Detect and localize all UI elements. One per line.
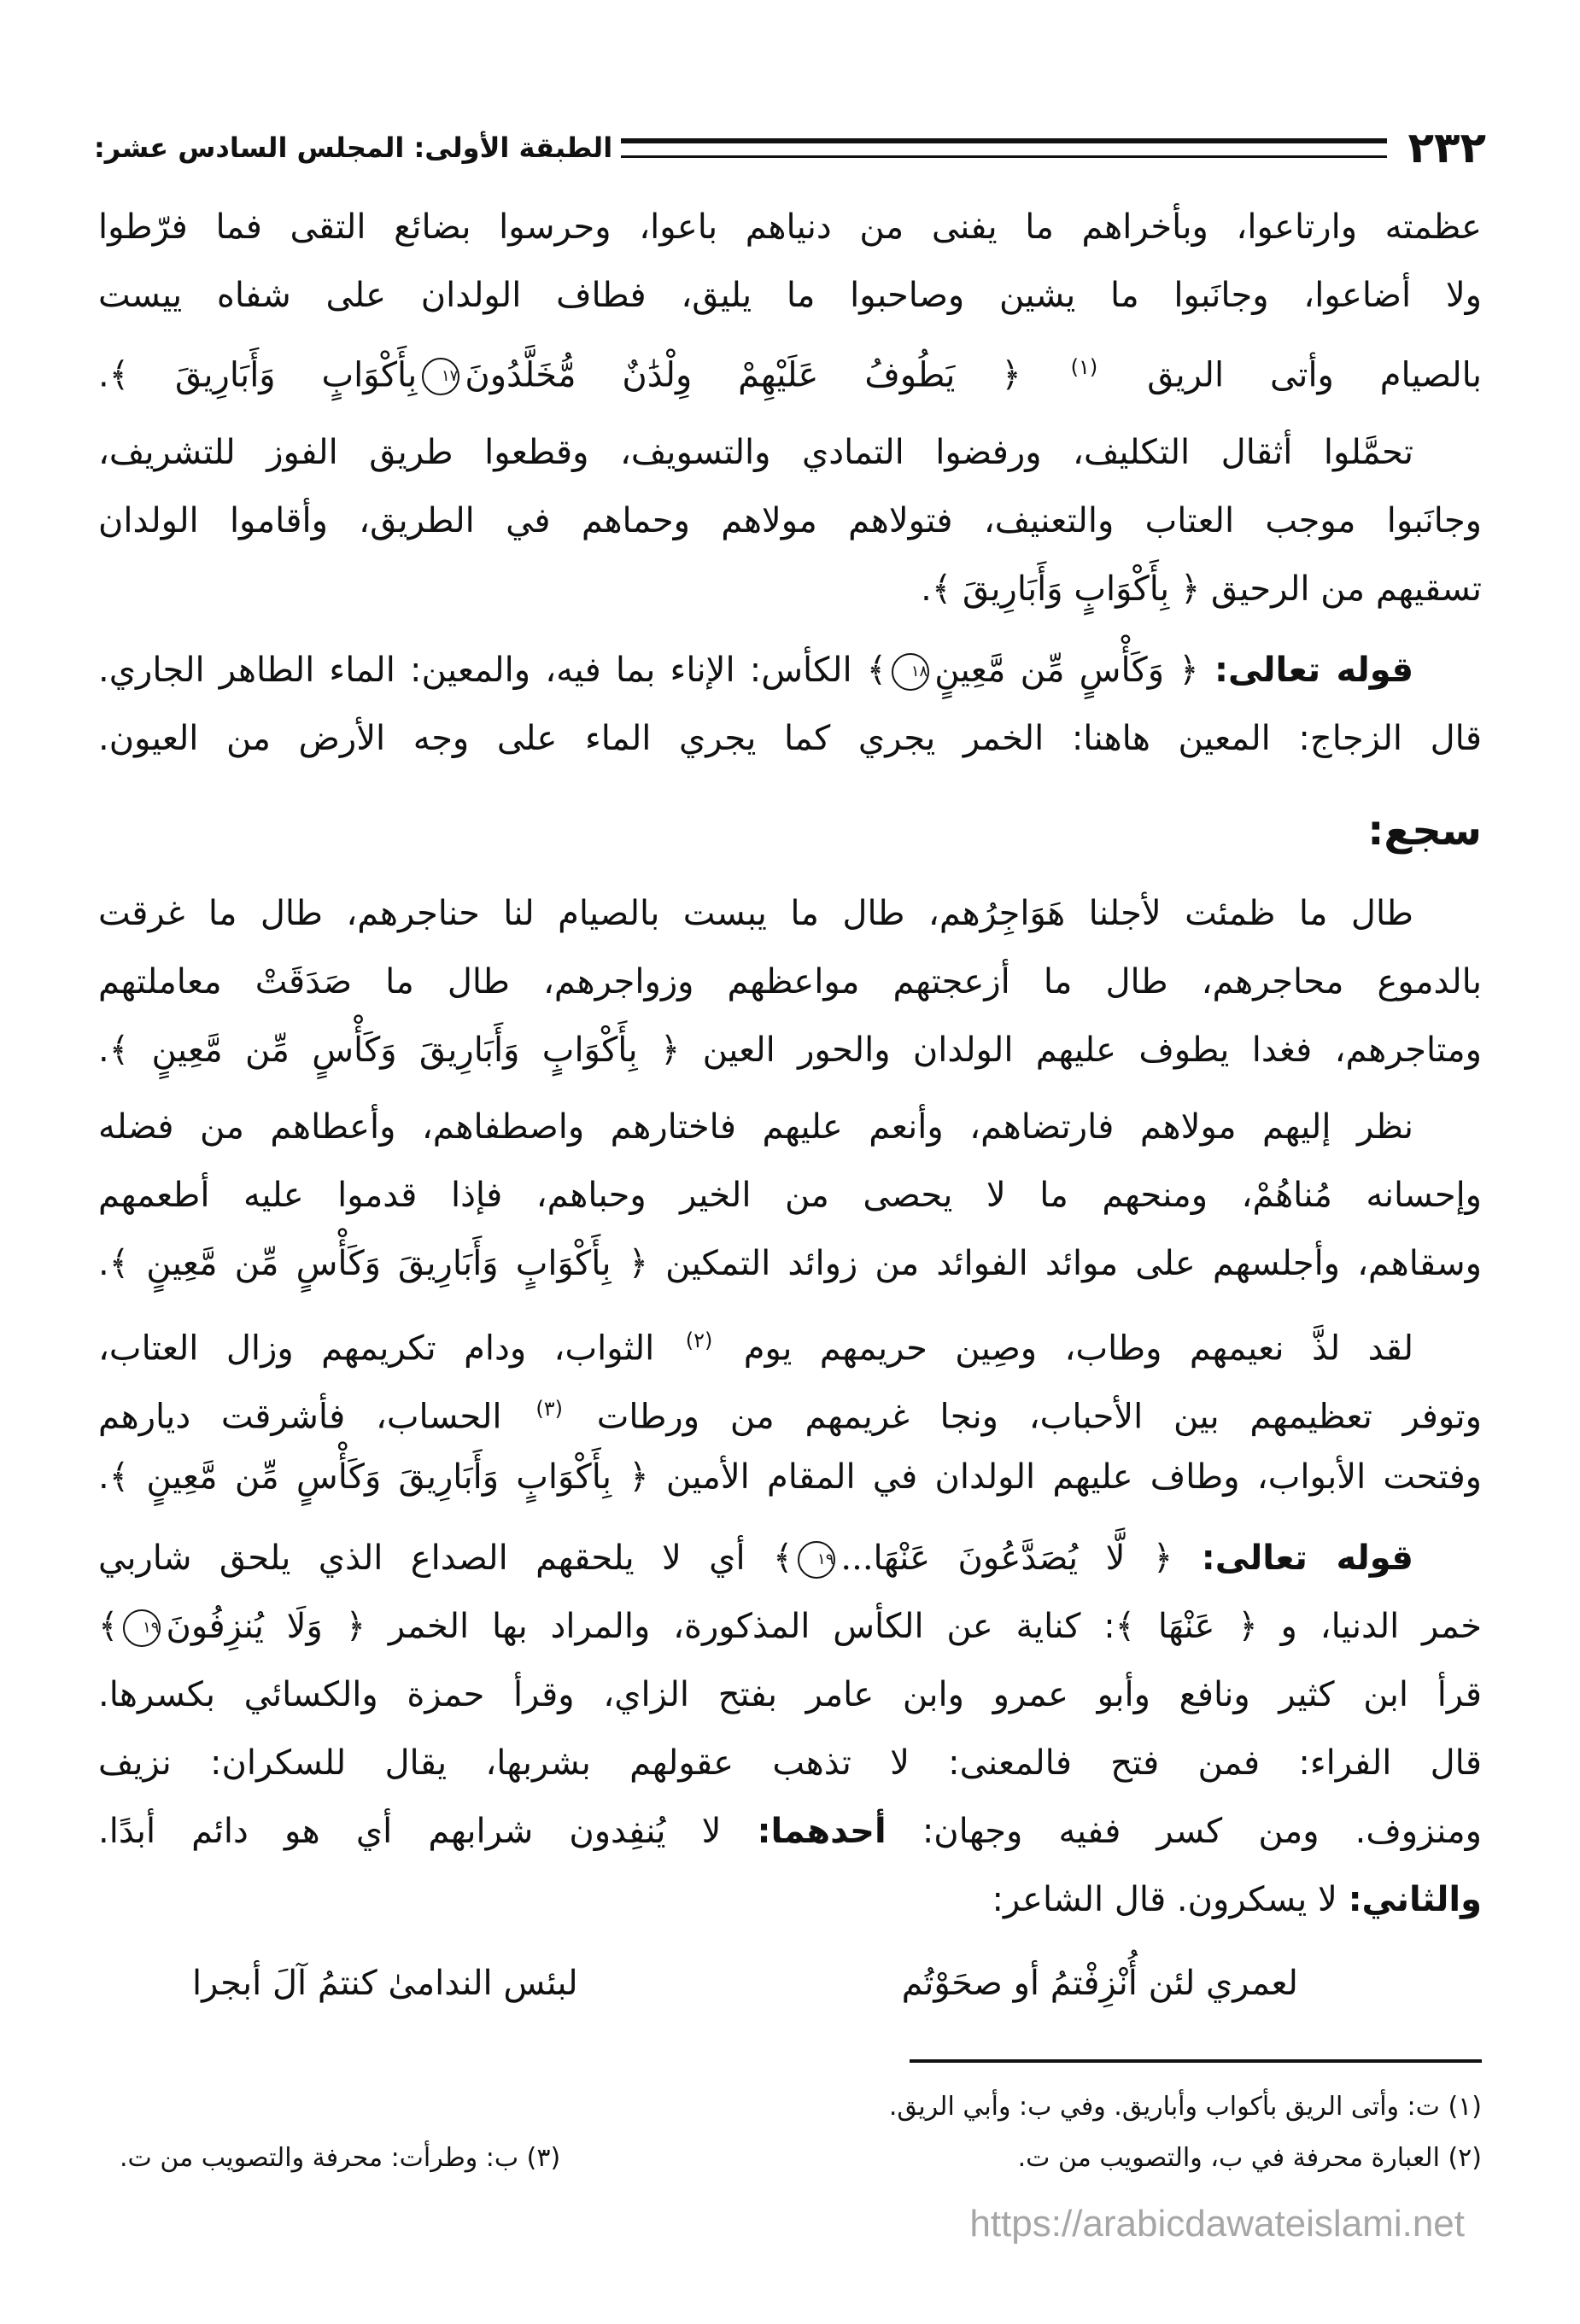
bold-label: قوله تعالى: xyxy=(1198,651,1414,690)
quran-quote: ﴿ بِأَكْوَابٍ وَأَبَارِيقَ وَكَأْسٍ مِّن مَّعِينٍ ﴾ xyxy=(108,1031,681,1070)
footnote-separator xyxy=(910,2059,1482,2063)
poem-second-hemistich: لبئس الندامىٰ كنتمُ آلَ أبجرا xyxy=(192,1964,578,2003)
footnote-ref: (١) xyxy=(1070,355,1098,379)
text-line xyxy=(98,1601,1482,1652)
text-line xyxy=(98,495,1482,546)
text-run: الكأس: الإناء بما فيه، والمعين: الماء الطاهر الجاري. xyxy=(98,651,867,690)
text-line xyxy=(98,1315,1414,1369)
verse-number-marker: ١٩ xyxy=(123,1609,161,1647)
quran-quote: ﴿ بِأَكْوَابٍ وَأَبَارِيقَ وَكَأْسٍ مِّن مَّعِينٍ ﴾ xyxy=(108,1457,649,1497)
quran-quote: ﴿ بِأَكْوَابٍ وَأَبَارِيقَ وَكَأْسٍ مِّن مَّعِينٍ ﴾ xyxy=(108,1244,649,1283)
quran-quote: ﴿ يَطُوفُ عَلَيْهِمْ وِلْدَٰنٌ مُّخَلَّدُونَ xyxy=(465,355,1068,395)
quran-quote: ﴿ بِأَكْوَابٍ وَأَبَارِيقَ ﴾ xyxy=(931,569,1201,609)
text-run: تحمَّلوا أثقال التكليف، ورفضوا التمادي والتسويف، وقطعوا طريق الفوز للتشريف، xyxy=(98,433,1413,472)
text-line xyxy=(98,342,1482,393)
text-line xyxy=(98,645,1413,696)
text-run: وإحسانه مُناهُمْ، ومنحهم ما لا يحصى من الخير وحباهم، فإذا قدموا عليه أطعمهم xyxy=(98,1176,1482,1215)
section-heading: سجع: xyxy=(1367,807,1482,855)
verse-number-marker: ١٨ xyxy=(892,653,929,691)
text-run: قال الزجاج: المعين هاهنا: الخمر يجري كما يجري الماء على وجه الأرض من العيون. xyxy=(98,719,1482,758)
text-run: قرأ ابن كثير ونافع وأبو عمرو وابن عامر بفتح الزاي، وقرأ حمزة والكسائي بكسرها. xyxy=(98,1675,1482,1714)
text-run: . xyxy=(98,1457,109,1497)
text-run: ومتاجرهم، فغدا يطوف عليهم الولدان والحور العين xyxy=(680,1031,1482,1070)
text-run: لقد لذَّ نعيمهم وطاب، وصِين حريمهم يوم xyxy=(716,1328,1414,1369)
footnote-ref: (٣) xyxy=(535,1397,563,1421)
page-number: ٢٣٢ xyxy=(1407,123,1486,172)
text-run: وتوفر تعظيمهم بين الأحباب، ونجا غريمهم من ورطات xyxy=(565,1397,1482,1437)
text-line xyxy=(98,956,1482,1007)
text-run: بالدموع محاجرهم، طال ما أزعجتهم مواعظهم وزواجرهم، طال ما صَدَقَتْ معاملتهم xyxy=(98,962,1482,1001)
text-run: تسقيهم من الرحيق xyxy=(1200,569,1482,609)
footnote-3: (٣) ب: وطرأت: محرفة والتصويب من ت. xyxy=(120,2143,561,2173)
text-line xyxy=(98,713,1482,764)
text-run: خمر الدنيا، و xyxy=(1257,1607,1482,1646)
text-line xyxy=(98,563,1482,615)
watermark-url: https://arabicdawateislami.net xyxy=(969,2203,1465,2245)
quran-quote: ﴿ وَلَا يُنزِفُونَ xyxy=(166,1607,366,1646)
text-line xyxy=(98,270,1482,321)
text-run: . xyxy=(98,355,109,395)
quran-quote: ﴾ xyxy=(866,651,887,690)
text-run: لا يُنفِدون شرابهم أي هو دائم أبدًا. xyxy=(98,1812,758,1851)
text-run: طال ما ظمئت لأجلنا هَوَاجِرُهم، طال ما يبست بالصيام لنا حناجرهم، طال ما غرقت xyxy=(98,894,1413,933)
text-run: . xyxy=(921,569,932,609)
text-run: قال الفراء: فمن فتح فالمعنى: لا تذهب عقولهم بشربها، يقال للسكران: نزيف xyxy=(98,1743,1482,1783)
footnote-1: (١) ت: وأتى الريق بأكواب وأباريق. وفي ب: وأبي الريق. xyxy=(888,2092,1482,2122)
text-run: وسقاهم، وأجلسهم على موائد الفوائد من زوائد التمكين xyxy=(648,1244,1482,1283)
text-line xyxy=(98,1806,1482,1857)
text-line xyxy=(98,888,1413,939)
poem-first-hemistich: لعمري لئن أُنْزِفْتمُ أو صحَوْتُم xyxy=(901,1964,1298,2003)
text-run: نظر إليهم مولاهم فارتضاهم، وأنعم عليهم فاختارهم واصطفاهم، وأعطاهم من فضله xyxy=(98,1107,1413,1147)
quran-quote: ﴿ عَنْهَا ﴾ xyxy=(1115,1607,1258,1646)
header-title: الطبقة الأولى: المجلس السادس عشر: xyxy=(94,131,613,164)
running-header xyxy=(94,123,1486,172)
bold-label: والثاني: xyxy=(1348,1880,1482,1919)
text-run: بالصيام وأتى الريق xyxy=(1101,355,1482,395)
text-run: وجانَبوا موجب العتاب والتعنيف، فتولاهم مولاهم وحماهم في الطريق، وأقاموا الولدان xyxy=(98,501,1482,540)
text-line xyxy=(98,1451,1482,1503)
text-line xyxy=(98,1025,1482,1076)
quran-quote: بِأَكْوَابٍ وَأَبَارِيقَ ﴾ xyxy=(108,355,418,395)
text-line xyxy=(98,1170,1482,1221)
text-line xyxy=(98,1874,1482,1925)
text-line xyxy=(98,427,1413,478)
footnote-ref: (٢) xyxy=(685,1328,713,1352)
quran-quote: ﴿ لَّا يُصَدَّعُونَ عَنْهَا... xyxy=(840,1539,1173,1578)
bold-label: قوله تعالى: xyxy=(1173,1539,1414,1578)
text-line xyxy=(98,1101,1413,1153)
text-run: . xyxy=(98,1244,109,1283)
text-run: عظمته وارتاعوا، وبأخراهم ما يفنى من دنياهم باعوا، وحرسوا بضائع التقى فما فرّطوا xyxy=(98,207,1482,247)
text-line xyxy=(98,1669,1482,1720)
header-double-rule xyxy=(621,138,1387,158)
text-run: : كناية عن الكأس المذكورة، والمراد بها الخمر xyxy=(366,1607,1115,1646)
bold-label: أحدهما: xyxy=(757,1812,887,1851)
text-run: الثواب، ودام تكريمهم وزال العتاب، xyxy=(98,1328,682,1369)
verse-number-marker: ١٩ xyxy=(798,1541,835,1579)
text-run: أي لا يلحقهم الصداع الذي يلحق شاربي xyxy=(98,1539,773,1578)
quran-quote: ﴾ xyxy=(772,1539,793,1578)
text-run: وفتحت الأبواب، وطاف عليهم الولدان في المقام الأمين xyxy=(648,1457,1483,1497)
text-line xyxy=(98,201,1482,253)
text-run: الحساب، فأشرقت ديارهم xyxy=(98,1397,533,1437)
verse-number-marker: ١٧ xyxy=(422,358,459,395)
text-run: لا يسكرون. قال الشاعر: xyxy=(992,1880,1349,1919)
quran-quote: ﴿ وَكَأْسٍ مِّن مَّعِينٍ xyxy=(934,651,1199,690)
quran-quote: ﴾ xyxy=(98,1607,119,1646)
text-run: . xyxy=(98,1031,109,1070)
text-run: ولا أضاعوا، وجانَبوا ما يشين وصاحبوا ما يليق، فطاف الولدان على شفاه ييست xyxy=(98,276,1482,315)
text-line xyxy=(98,1533,1413,1584)
text-run: ومنزوف. ومن كسر ففيه وجهان: xyxy=(886,1812,1482,1851)
text-line xyxy=(98,1737,1482,1789)
footnote-2: (٢) العبارة محرفة في ب، والتصويب من ت. xyxy=(1017,2143,1482,2173)
text-line xyxy=(98,1238,1482,1289)
text-line xyxy=(98,1383,1482,1437)
